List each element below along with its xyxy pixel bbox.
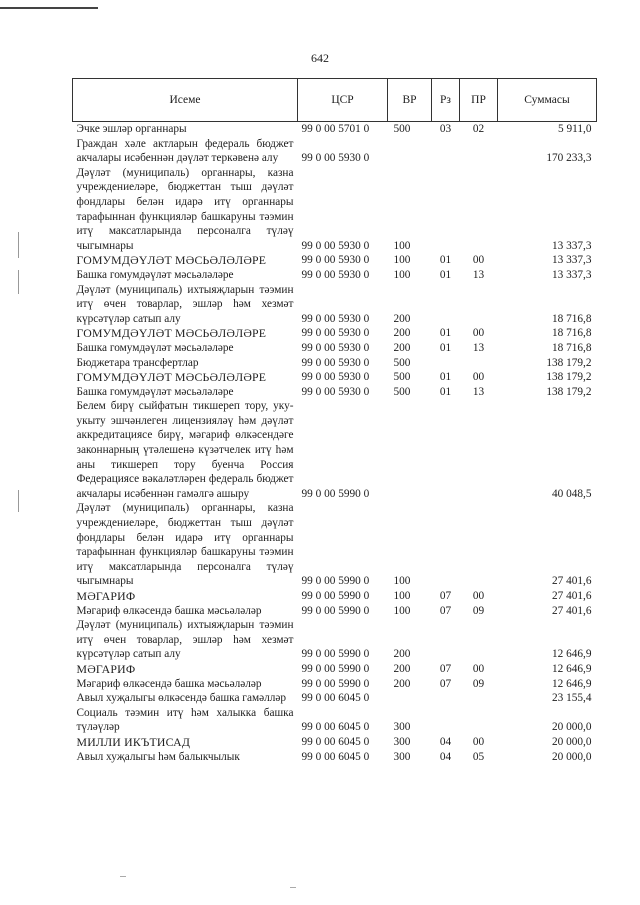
table-row <box>73 166 597 254</box>
cell-pr: 00 <box>472 327 485 340</box>
scan-mark <box>18 490 19 512</box>
cell-sum: 138 179,2 <box>546 371 592 384</box>
table-row <box>73 706 597 735</box>
cell-sum: 20 000,0 <box>551 721 592 734</box>
cell-csr: 99 0 00 5930 0 <box>301 239 370 252</box>
cell-vr: 500 <box>393 385 411 398</box>
cell-vr: 300 <box>393 735 411 748</box>
cell-vr: 300 <box>393 750 411 763</box>
cell-vr: 500 <box>393 123 411 135</box>
cell-csr: 99 0 00 6045 0 <box>301 750 370 763</box>
table-row <box>73 137 597 166</box>
cell-vr: 500 <box>393 356 411 369</box>
cell-vr: 200 <box>393 341 411 354</box>
cell-rz: 01 <box>439 371 452 384</box>
header-sum: Суммасы <box>498 79 597 122</box>
cell-csr: 99 0 00 6045 0 <box>301 735 370 748</box>
cell-csr: 99 0 00 5990 0 <box>301 590 370 602</box>
cell-rz: 01 <box>439 268 452 281</box>
cell-csr: 99 0 00 5930 0 <box>301 385 370 398</box>
cell-sum: 27 401,6 <box>551 604 592 617</box>
cell-vr: 100 <box>393 604 411 617</box>
cell-name: Социаль тәэмин итү һәм халыкка башка түләүләр <box>76 706 294 734</box>
table-row <box>73 341 597 356</box>
cell-csr: 99 0 00 5990 0 <box>301 575 370 588</box>
cell-vr: 100 <box>393 590 411 602</box>
cell-name: Башка гомумдәүләт мәсьәләләре <box>76 341 234 354</box>
cell-rz <box>432 166 460 254</box>
cell-name: Дәүләт (муниципаль) органнары, казна учреждениеләре, бюджеттан тыш дәүләт фондлары белән идарә итү органнары тарафыннан функцияләр башкаруны тәэмин итү максатларында персоналга түләү чыгымнары <box>76 166 294 252</box>
cell-vr: 100 <box>393 239 411 252</box>
cell-pr: 13 <box>472 385 485 398</box>
cell-sum: 18 716,8 <box>551 312 592 325</box>
cell-vr: 100 <box>393 268 411 281</box>
table-row <box>73 326 597 341</box>
table-header-row <box>73 79 597 122</box>
cell-pr: 09 <box>472 604 485 617</box>
table-row <box>73 604 597 619</box>
cell-vr <box>388 137 432 166</box>
cell-sum: 138 179,2 <box>546 385 592 398</box>
cell-csr: 99 0 00 6045 0 <box>301 721 370 734</box>
cell-pr: 00 <box>472 590 485 602</box>
header-name: Исеме <box>73 79 298 122</box>
cell-pr: 02 <box>472 123 485 135</box>
table-row <box>73 501 597 589</box>
cell-csr: 99 0 00 5990 0 <box>301 648 370 661</box>
table-row <box>73 122 597 137</box>
cell-name: Авыл хуҗалыгы һәм балыкчылык <box>76 750 240 763</box>
table-row <box>73 677 597 692</box>
cell-rz: 04 <box>439 735 452 748</box>
cell-csr: 99 0 00 5930 0 <box>301 341 370 354</box>
cell-name: ГОМУМДӘҮЛӘТ МӘСЬӘЛӘЛӘРЕ <box>76 253 267 268</box>
cell-name: ГОМУМДӘҮЛӘТ МӘСЬӘЛӘЛӘРЕ <box>76 370 267 385</box>
cell-vr: 100 <box>393 575 411 588</box>
cell-sum: 40 048,5 <box>551 487 592 500</box>
cell-pr <box>460 399 498 501</box>
page-number: 642 <box>311 51 329 65</box>
cell-pr: 00 <box>472 662 485 675</box>
table-row <box>73 283 597 327</box>
cell-name: Дәүләт (муниципаль) органнары, казна учреждениеләре, бюджеттан тыш дәүләт фондлары белән идарә итү органнары тарафыннан функцияләр башкаруны тәэмин итү максатларында персоналга түләү чыгымнары <box>76 502 294 588</box>
cell-pr <box>460 691 498 706</box>
cell-csr: 99 0 00 5930 0 <box>301 254 370 267</box>
scan-mark <box>18 270 19 294</box>
cell-name: МИЛЛИ ИКЪТИСАД <box>76 734 191 749</box>
cell-pr: 00 <box>472 254 485 267</box>
cell-pr: 00 <box>472 371 485 384</box>
cell-name: Белем бирү сыйфатын тикшереп тору, уку-укыту эшчәнлеген лицензияләү һәм дәүләт аккредитациясе бирү, мәгариф өлкәсендәге законнарның үтәлешенә күзәтчелек итү һәм аны тикшереп тору буенча Россия Федерациясе вәкаләтләрен федераль бюджет акчалары исәбеннән гамәлгә ашыру <box>76 400 294 500</box>
cell-rz <box>432 356 460 371</box>
cell-rz <box>432 283 460 327</box>
header-csr: ЦСР <box>298 79 388 122</box>
cell-vr <box>388 691 432 706</box>
cell-csr: 99 0 00 5990 0 <box>301 662 370 675</box>
cell-sum: 12 646,9 <box>551 648 592 661</box>
cell-rz: 07 <box>439 677 452 690</box>
cell-rz <box>432 706 460 735</box>
cell-rz: 01 <box>439 385 452 398</box>
table-row <box>73 356 597 371</box>
table-row <box>73 735 597 750</box>
cell-vr: 200 <box>393 312 411 325</box>
cell-name: Граждан хәле актларын федераль бюджет акчалары исәбеннән дәүләт теркәвенә алу <box>76 137 294 165</box>
table-row <box>73 618 597 662</box>
cell-sum: 20 000,0 <box>551 750 592 763</box>
table-row <box>73 399 597 501</box>
table-body <box>73 122 597 765</box>
cell-name: ГОМУМДӘҮЛӘТ МӘСЬӘЛӘЛӘРЕ <box>76 326 267 341</box>
cell-sum: 12 646,9 <box>551 662 592 675</box>
cell-sum: 5 911,0 <box>558 123 592 135</box>
cell-vr: 200 <box>393 662 411 675</box>
cell-vr: 300 <box>393 721 411 734</box>
table-row <box>73 253 597 268</box>
cell-sum: 13 337,3 <box>551 268 592 281</box>
cell-csr: 99 0 00 5990 0 <box>301 487 370 500</box>
table-row <box>73 370 597 385</box>
cell-pr <box>460 706 498 735</box>
cell-name: Мәгариф өлкәсендә башка мәсьәләләр <box>76 677 262 690</box>
cell-pr <box>460 283 498 327</box>
cell-name: Дәүләт (муниципаль) ихтыяҗларын тәэмин итү өчен товарлар, эшләр һәм хезмәт күрсәтүләр сатып алу <box>76 283 294 325</box>
cell-rz: 01 <box>439 327 452 340</box>
cell-sum: 18 716,8 <box>551 327 592 340</box>
cell-vr: 200 <box>393 648 411 661</box>
table-row <box>73 589 597 604</box>
cell-vr: 200 <box>393 327 411 340</box>
cell-sum: 170 233,3 <box>546 152 592 165</box>
cell-pr: 00 <box>472 735 485 748</box>
cell-sum: 20 000,0 <box>551 735 592 748</box>
cell-name: Эчке эшләр органнары <box>76 123 187 135</box>
table-row <box>73 662 597 677</box>
cell-csr: 99 0 00 5990 0 <box>301 604 370 617</box>
cell-vr: 100 <box>393 254 411 267</box>
cell-name: Башка гомумдәүләт мәсьәләләре <box>76 268 234 281</box>
cell-pr <box>460 166 498 254</box>
cell-rz: 04 <box>439 750 452 763</box>
cell-pr <box>460 137 498 166</box>
cell-pr <box>460 356 498 371</box>
cell-rz <box>432 399 460 501</box>
table-row <box>73 750 597 765</box>
table-row <box>73 385 597 400</box>
cell-name: МӘГАРИФ <box>76 661 136 676</box>
cell-sum: 27 401,6 <box>551 590 592 602</box>
scan-dot <box>120 876 126 877</box>
cell-rz: 07 <box>439 662 452 675</box>
cell-sum: 138 179,2 <box>546 356 592 369</box>
budget-table <box>72 78 597 764</box>
cell-name: Мәгариф өлкәсендә башка мәсьәләләр <box>76 604 262 617</box>
cell-vr <box>388 399 432 501</box>
cell-sum: 13 337,3 <box>551 254 592 267</box>
cell-rz: 07 <box>439 590 452 602</box>
cell-sum: 13 337,3 <box>551 239 592 252</box>
cell-rz: 01 <box>439 254 452 267</box>
cell-rz: 07 <box>439 604 452 617</box>
scan-mark <box>18 232 19 258</box>
cell-vr: 200 <box>393 677 411 690</box>
cell-csr: 99 0 00 5930 0 <box>301 312 370 325</box>
cell-sum: 27 401,6 <box>551 575 592 588</box>
cell-pr <box>460 501 498 589</box>
cell-pr: 05 <box>472 750 485 763</box>
scan-dot <box>290 887 296 888</box>
table-row <box>73 691 597 706</box>
header-rz: Рз <box>432 79 460 122</box>
cell-csr: 99 0 00 5990 0 <box>301 677 370 690</box>
cell-csr: 99 0 00 6045 0 <box>301 692 370 705</box>
top-rule <box>0 7 98 9</box>
cell-sum: 12 646,9 <box>551 677 592 690</box>
cell-rz <box>432 691 460 706</box>
cell-pr: 09 <box>472 677 485 690</box>
cell-rz: 03 <box>439 123 452 135</box>
header-pr: ПР <box>460 79 498 122</box>
cell-csr: 99 0 00 5930 0 <box>301 327 370 340</box>
cell-csr: 99 0 00 5930 0 <box>301 371 370 384</box>
cell-pr: 13 <box>472 268 485 281</box>
cell-name: Авыл хуҗалыгы өлкәсендә башка гамәлләр <box>76 692 287 705</box>
table-row <box>73 268 597 283</box>
header-vr: ВР <box>388 79 432 122</box>
cell-name: Бюджетара трансфертлар <box>76 356 199 369</box>
cell-name: МӘГАРИФ <box>76 589 136 603</box>
cell-name: Башка гомумдәүләт мәсьәләләре <box>76 385 234 398</box>
cell-csr: 99 0 00 5701 0 <box>301 123 370 135</box>
cell-csr: 99 0 00 5930 0 <box>301 152 370 165</box>
cell-pr <box>460 618 498 662</box>
cell-name: Дәүләт (муниципаль) ихтыяҗларын тәэмин итү өчен товарлар, эшләр һәм хезмәт күрсәтүләр сатып алу <box>76 619 294 661</box>
cell-sum: 23 155,4 <box>551 692 592 705</box>
cell-csr: 99 0 00 5930 0 <box>301 268 370 281</box>
cell-rz: 01 <box>439 341 452 354</box>
cell-csr: 99 0 00 5930 0 <box>301 356 370 369</box>
cell-vr: 500 <box>393 371 411 384</box>
cell-rz <box>432 501 460 589</box>
cell-sum: 18 716,8 <box>551 341 592 354</box>
cell-rz <box>432 137 460 166</box>
cell-pr: 13 <box>472 341 485 354</box>
cell-rz <box>432 618 460 662</box>
